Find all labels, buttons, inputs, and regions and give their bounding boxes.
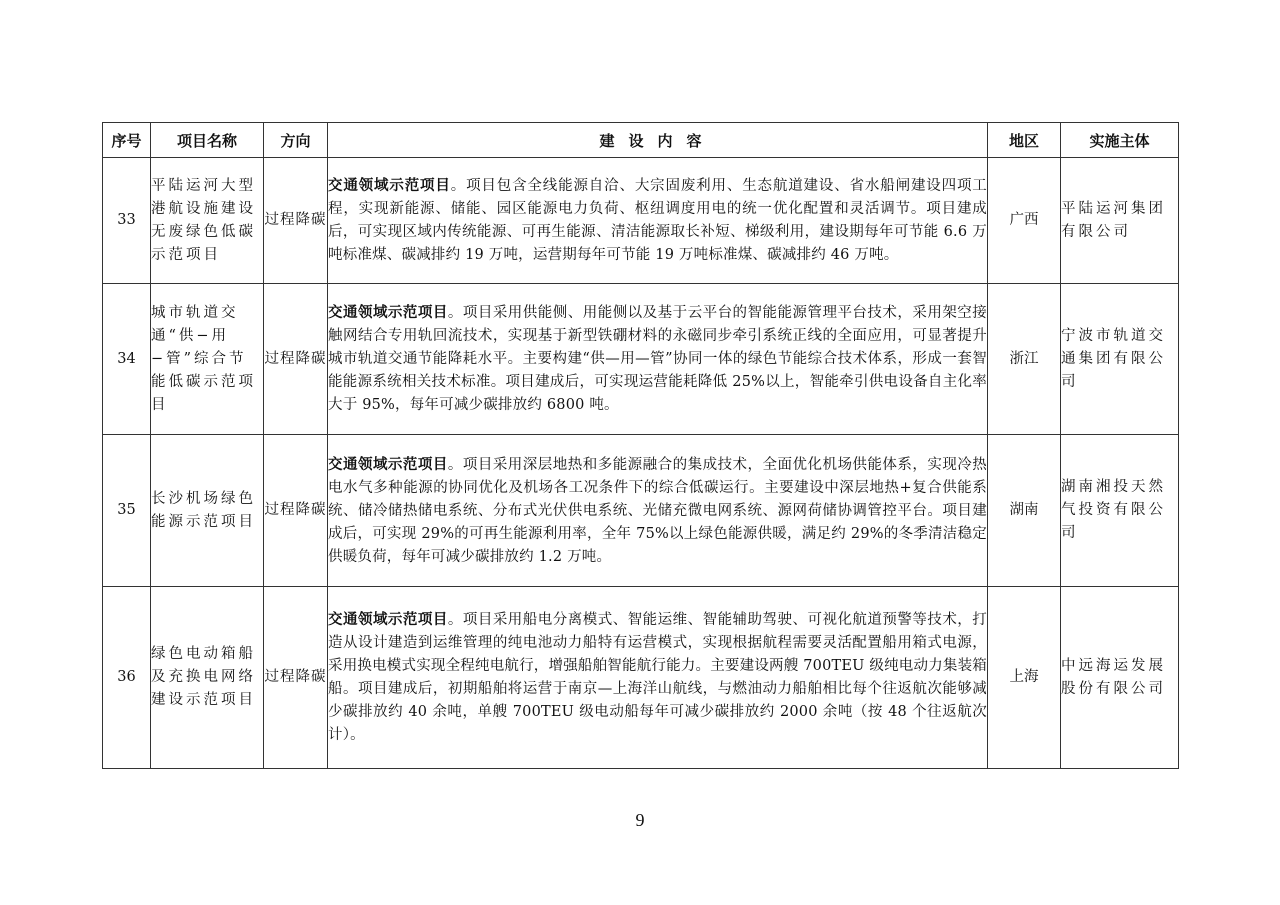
row-region: 广西 (988, 158, 1061, 284)
row-index: 36 (103, 587, 151, 769)
row-organization: 平陆运河集团有限公司 (1061, 158, 1179, 284)
content-body: 。项目包含全线能源自洽、大宗固废利用、生态航道建设、省水船闸建设四项工程，实现新能源、储能、园区能源电力负荷、枢纽调度用电的统一优化配置和灵活调节。项目建成后，可实现区域内传统能源、可再生能源、清洁能源取长补短、梯级利用，建设期每年可节能 6.6 万吨标准煤、碳减排约 19 万吨，运营期每年可节能 19 万吨标准煤、碳减排约 46 万吨。 (328, 178, 987, 263)
header-content: 建设内容 (328, 123, 988, 158)
row-project-name: 平陆运河大型港航设施建设无废绿色低碳示范项目 (151, 158, 264, 284)
content-body: 。项目采用深层地热和多能源融合的集成技术，全面优化机场供能体系，实现冷热电水气多种能源的协同优化及机场各工况条件下的综合低碳运行。主要建设中深层地热+复合供能系统、储冷储热储电系统、分布式光伏供电系统、光储充微电网系统、源网荷储协调管控平台。项目建成后，可实现 29%的可再生能源利用率，全年 75%以上绿色能源供暖，满足约 29%的冬季清洁稳定供暖负荷，每年可减少碳排放约 1.2 万吨。 (328, 456, 987, 565)
row-organization: 宁波市轨道交通集团有限公司 (1061, 284, 1179, 435)
row-project-name: 城市轨道交通“供−用−管”综合节能低碳示范项目 (151, 284, 264, 435)
row-direction: 过程降碳 (264, 284, 328, 435)
table-row (103, 158, 1179, 284)
row-direction: 过程降碳 (264, 158, 328, 284)
row-project-name: 绿色电动箱船及充换电网络建设示范项目 (151, 587, 264, 769)
row-organization: 湖南湘投天然气投资有限公司 (1061, 435, 1179, 587)
row-region: 湖南 (988, 435, 1061, 587)
header-region: 地区 (988, 123, 1061, 158)
row-index: 33 (103, 158, 151, 284)
table-row (103, 587, 1179, 769)
project-table (102, 122, 1179, 769)
content-lead: 交通领域示范项目 (328, 304, 448, 321)
header-index: 序号 (103, 123, 151, 158)
row-direction: 过程降碳 (264, 435, 328, 587)
content-body: 。项目采用供能侧、用能侧以及基于云平台的智能能源管理平台技术，采用架空接触网结合专用轨回流技术，实现基于新型铁硼材料的永磁同步牵引系统正线的全面应用，可显著提升城市轨道交通节能降耗水平。主要构建“供—用—管”协同一体的绿色节能综合技术体系，形成一套智能能源系统相关技术标准。项目建成后，可实现运营能耗降低 25%以上，智能牵引供电设备自主化率大于 95%，每年可减少碳排放约 6800 吨。 (328, 305, 987, 413)
header-project-name: 项目名称 (151, 123, 264, 158)
row-organization: 中远海运发展股份有限公司 (1061, 587, 1179, 769)
table-row (103, 284, 1179, 435)
row-index: 35 (103, 435, 151, 587)
header-organization: 实施主体 (1061, 123, 1179, 158)
row-content (328, 587, 988, 769)
content-lead: 交通领域示范项目 (328, 177, 451, 194)
content-lead: 交通领域示范项目 (328, 455, 448, 473)
row-index: 34 (103, 284, 151, 435)
content-body: 。项目采用船电分离模式、智能运维、智能辅助驾驶、可视化航道预警等技术，打造从设计建造到运维管理的纯电池动力船特有运营模式，实现根据航程需要灵活配置船用箱式电源，采用换电模式实现全程纯电航行，增强船舶智能航行能力。主要建设两艘 700TEU 级纯电动力集装箱船。项目建成后，初期船舶将运营于南京—上海洋山航线，与燃油动力船舶相比每个往返航次能够减少碳排放约 40 余吨，单艘 700TEU 级电动船每年可减少碳排放约 2000 余吨（按 48 个往返航次计）。 (328, 612, 987, 743)
table-header-row (103, 123, 1179, 158)
row-content (328, 158, 988, 284)
row-project-name: 长沙机场绿色能源示范项目 (151, 435, 264, 587)
table-row (103, 435, 1179, 587)
row-region: 浙江 (988, 284, 1061, 435)
page-number: 9 (635, 810, 645, 830)
header-direction: 方向 (264, 123, 328, 158)
row-direction: 过程降碳 (264, 587, 328, 769)
row-content (328, 284, 988, 435)
row-content (328, 435, 988, 587)
content-lead: 交通领域示范项目 (328, 611, 448, 628)
row-region: 上海 (988, 587, 1061, 769)
